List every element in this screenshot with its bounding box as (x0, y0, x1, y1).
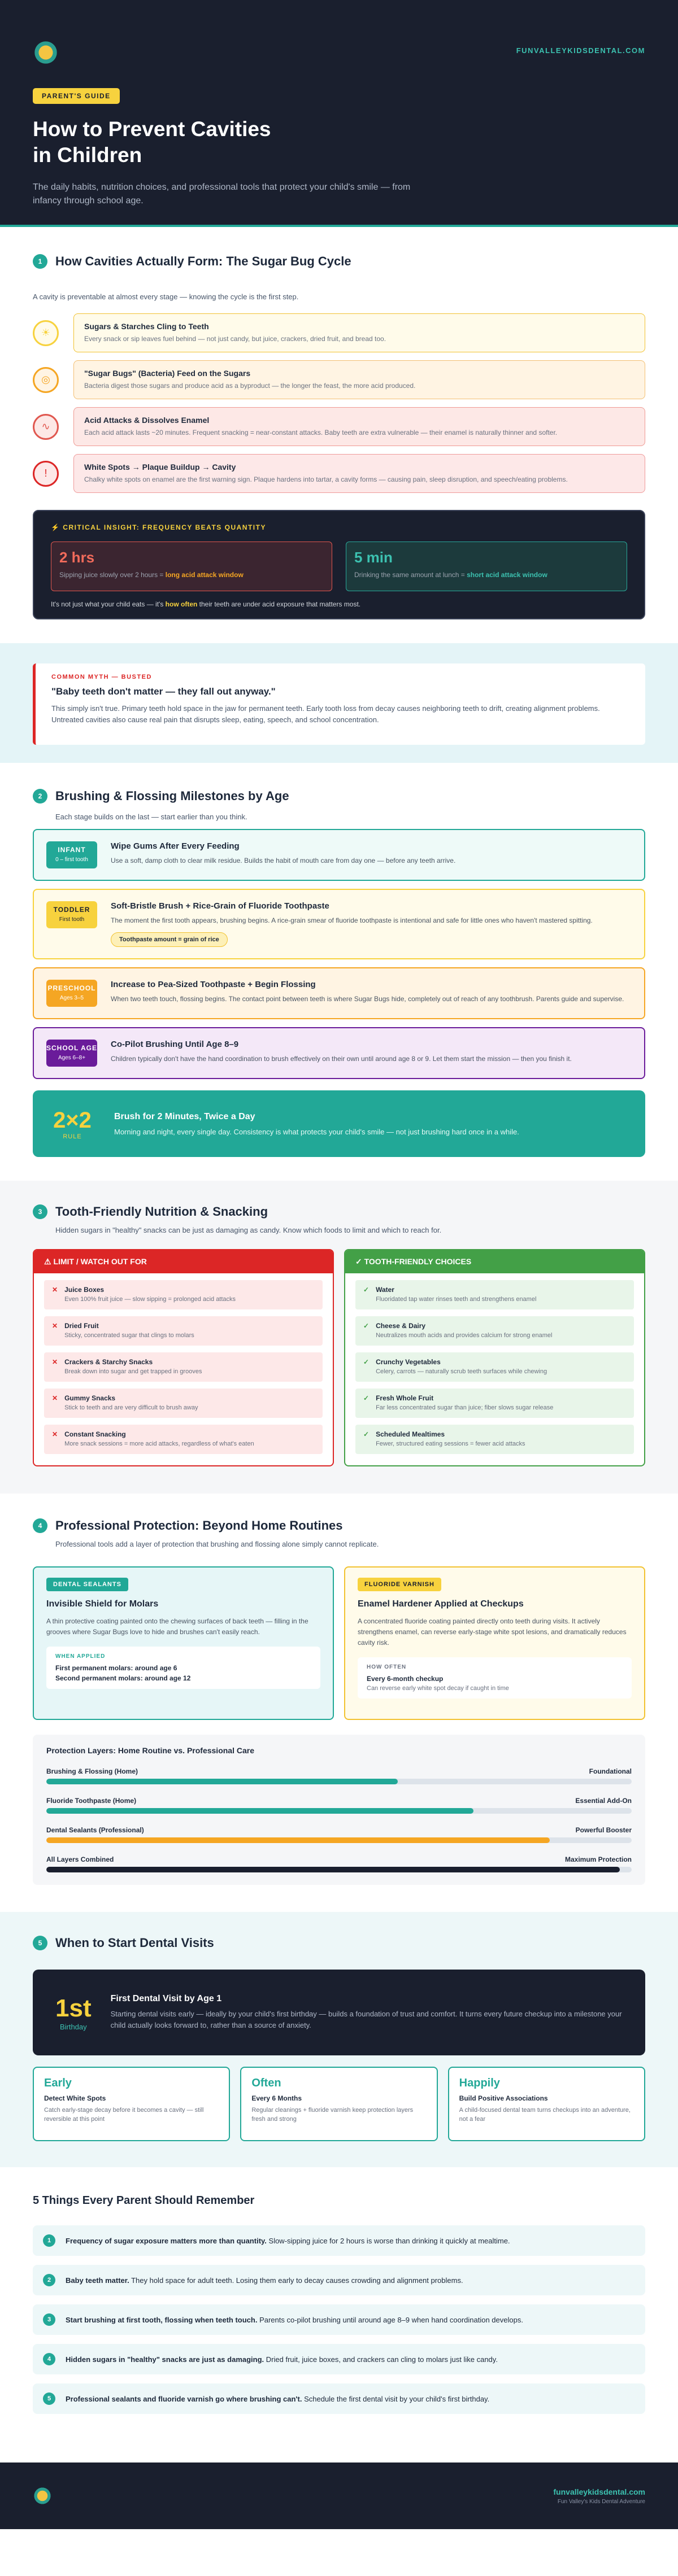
bar-fill (46, 1837, 550, 1843)
section-title: Professional Protection: Beyond Home Routines (55, 1518, 343, 1532)
step-title: "Sugar Bugs" (Bacteria) Feed on the Sugars (84, 369, 251, 378)
milestone-title: Co-Pilot Brushing Until Age 8–9 (111, 1040, 239, 1049)
footer-logo[interactable] (33, 2486, 52, 2505)
insight-label: ⚡ CRITICAL INSIGHT: FREQUENCY BEATS QUANTITY (51, 523, 266, 531)
myth-label: COMMON MYTH — BUSTED (51, 674, 152, 680)
step-icon: ! (33, 461, 59, 487)
section-lead: Each stage builds on the last — start earlier than you think. (55, 813, 247, 821)
step-icon: ∿ (33, 414, 59, 440)
age-badge: PRESCHOOL Ages 3–5 (46, 980, 97, 1007)
insight-fast-highlight: short acid attack window (467, 571, 547, 579)
rule-title: Brush for 2 Minutes, Twice a Day (114, 1111, 255, 1121)
friendly-heading: ✓ TOOTH-FRIENDLY CHOICES (345, 1250, 644, 1273)
section-title: When to Start Dental Visits (55, 1936, 214, 1950)
x-icon: ✕ (52, 1322, 58, 1330)
step-card (73, 313, 645, 352)
sealants-tag: DENTAL SEALANTS (46, 1578, 128, 1591)
section-number: 1 (33, 254, 47, 269)
section-cavity-cycle (0, 227, 678, 619)
step-icon: ☀ (33, 320, 59, 346)
milestone-text: Children typically don't have the hand coordination to brush effectively on their own until around age 8 or 9. Let them start the mission — then you finish it. (111, 1055, 572, 1063)
first-visit-title: First Dental Visit by Age 1 (110, 1994, 222, 2003)
x-icon: ✕ (52, 1358, 58, 1366)
milestone-text: When two teeth touch, flossing begins. The contact point between teeth is where Sugar Bugs hide, completely out of reach of any toothbrush. Parents guide and supervise. (111, 995, 624, 1003)
insight-slow (51, 542, 332, 591)
guide-badge: PARENT'S GUIDE (33, 88, 120, 104)
section-professional (0, 1494, 678, 1885)
milestone-card (33, 967, 645, 1019)
age-badge: SCHOOL AGE Ages 6–8+ (46, 1040, 97, 1067)
insight-fast-text: Drinking the same amount at lunch = (354, 571, 467, 579)
fluoride-title: Enamel Hardener Applied at Checkups (358, 1599, 524, 1609)
milestone-card (33, 829, 645, 881)
insight-slow-text: Sipping juice slowly over 2 hours = (59, 571, 166, 579)
insight-footnote: It's not just what your child eats — it's how often their teeth are under acid exposure that matters most. (51, 600, 361, 608)
section-number: 2 (33, 789, 47, 804)
friendly-item: ✓ Water Fluoridated tap water rinses teeth and strengthens enamel (355, 1280, 634, 1309)
insight-fast-value: 5 min (354, 549, 393, 566)
section-title: How Cavities Actually Form: The Sugar Bug Cycle (55, 254, 351, 268)
rule-text: Morning and night, every single day. Consistency is what protects your child's smile — not just brushing hard once in a while. (114, 1127, 519, 1136)
section-title: Tooth-Friendly Nutrition & Snacking (55, 1204, 268, 1219)
step-title: Acid Attacks & Dissolves Enamel (84, 416, 210, 425)
cycle-step (33, 407, 645, 446)
step-text: Each acid attack lasts ~20 minutes. Frequent snacking = near-constant attacks. Baby teeth are extra vulnerable — their enamel is naturally thinner and softer. (84, 429, 558, 436)
page-title: How to Prevent Cavities in Children (33, 117, 271, 167)
section-lead: Hidden sugars in "healthy" snacks can be just as damaging as candy. Know which foods to limit and which to reach for. (55, 1226, 442, 1234)
tip-item: 1 Frequency of sugar exposure matters more than quantity. Slow-sipping juice for 2 hours is worse than drinking it quickly at mealtime. (33, 2225, 645, 2256)
milestone-card (33, 1027, 645, 1079)
myth-section (0, 643, 678, 763)
bar-fill (46, 1867, 620, 1872)
section-number: 5 (33, 1936, 47, 1950)
section-nutrition (0, 1181, 678, 1494)
sealants-text: A thin protective coating painted onto the chewing surfaces of back teeth — filling in the grooves where Sugar Bugs love to hide and brushes can't easily reach. (46, 1617, 308, 1636)
limit-item: ✕ Dried Fruit Sticky, concentrated sugar that clings to molars (44, 1316, 323, 1346)
age-badge: INFANT 0 – first tooth (46, 841, 97, 868)
brushing-rule-banner (33, 1090, 645, 1157)
section-lead: Professional tools add a layer of protection that brushing and flossing alone simply cannot replicate. (55, 1540, 379, 1548)
myth-title: "Baby teeth don't matter — they fall out anyway." (51, 686, 276, 697)
first-visit-banner (33, 1970, 645, 2055)
myth-text: This simply isn't true. Primary teeth hold space in the jaw for permanent teeth. Early tooth loss from decay causes neighboring teeth to drift, creating alignment problems. Untreated cavities also cause real pain that disrupts sleep, eating, speech, and school concentration. (51, 704, 600, 724)
cycle-step (33, 360, 645, 399)
visit-card: Early Detect White Spots Catch early-stage decay before it becomes a cavity — still reversible at this point (33, 2067, 230, 2141)
step-title: Sugars & Starches Cling to Teeth (84, 322, 209, 331)
sealants-when: WHEN APPLIED First permanent molars: around age 6 Second permanent molars: around age 12 (46, 1647, 320, 1689)
footer-site-link[interactable]: funvalleykidsdental.com (553, 2487, 645, 2496)
bar-fill (46, 1808, 473, 1814)
check-icon: ✓ (363, 1394, 370, 1402)
page-subtitle: The daily habits, nutrition choices, and professional tools that protect your child's smile — from infancy through school age. (33, 182, 411, 206)
x-icon: ✕ (52, 1430, 58, 1438)
step-icon: ◎ (33, 367, 59, 393)
friendly-item: ✓ Scheduled Mealtimes Fewer, structured eating sessions = fewer acid attacks (355, 1425, 634, 1454)
section-title: Brushing & Flossing Milestones by Age (55, 789, 289, 803)
fluoride-text: A concentrated fluoride coating painted directly onto teeth during visits. It actively strengthens enamel, can reverse early-stage white spot lesions, and dramatically reduces cavity risk. (358, 1617, 627, 1647)
step-card (73, 360, 645, 399)
tip-item: 5 Professional sealants and fluoride varnish go where brushing can't. Schedule the first dental visit by your child's first birthday. (33, 2383, 645, 2414)
insight-panel (33, 510, 645, 619)
site-url[interactable]: FUNVALLEYKIDSDENTAL.COM (516, 46, 645, 55)
limit-item: ✕ Gummy Snacks Stick to teeth and are very difficult to brush away (44, 1389, 323, 1418)
toothpaste-chip: Toothpaste amount = grain of rice (111, 932, 228, 947)
visit-card: Often Every 6 Months Regular cleanings + fluoride varnish keep protection layers fresh and strong (240, 2067, 437, 2141)
check-icon: ✓ (363, 1286, 370, 1294)
fluoride-card (344, 1566, 645, 1720)
check-icon: ✓ (363, 1430, 370, 1438)
hero-header (0, 0, 678, 227)
protection-bar: All Layers Combined Maximum Protection (46, 1855, 632, 1872)
protection-bar: Fluoride Toothpaste (Home) Essential Add-On (46, 1797, 632, 1814)
rule-value: 2×2 (53, 1107, 92, 1133)
section-visits (0, 1912, 678, 2167)
section-number: 3 (33, 1204, 47, 1219)
friendly-item: ✓ Fresh Whole Fruit Far less concentrated sugar than juice; fiber slows sugar release (355, 1389, 634, 1418)
insight-slow-value: 2 hrs (59, 549, 95, 566)
logo[interactable] (33, 40, 59, 66)
friendly-list (344, 1249, 645, 1466)
protection-chart (33, 1735, 645, 1885)
section-tips (0, 2167, 678, 2414)
age-badge: TODDLER First tooth (46, 901, 97, 928)
tip-item: 2 Baby teeth matter. They hold space for adult teeth. Losing them early to decay causes crowding and alignment problems. (33, 2265, 645, 2295)
milestone-title: Soft-Bristle Brush + Rice-Grain of Fluoride Toothpaste (111, 901, 329, 911)
x-icon: ✕ (52, 1394, 58, 1402)
chart-title: Protection Layers: Home Routine vs. Professional Care (46, 1746, 254, 1755)
insight-slow-highlight: long acid attack window (165, 571, 244, 579)
milestone-title: Wipe Gums After Every Feeding (111, 841, 240, 851)
check-icon: ✓ (363, 1358, 370, 1366)
milestone-text: The moment the first tooth appears, brushing begins. A rice-grain smear of fluoride toothpaste is intentional and safe for little ones who haven't mastered spitting. (111, 916, 593, 924)
first-visit-label: Birthday (59, 2022, 87, 2031)
section-lead: A cavity is preventable at almost every stage — knowing the cycle is the first step. (33, 292, 299, 301)
step-text: Bacteria digest those sugars and produce acid as a byproduct — the longer the feast, the more acid produced. (84, 382, 416, 390)
limit-item: ✕ Juice Boxes Even 100% fruit juice — slow sipping = prolonged acid attacks (44, 1280, 323, 1309)
section-number: 4 (33, 1518, 47, 1533)
step-title: White Spots → Plaque Buildup → Cavity (84, 462, 236, 471)
limit-item: ✕ Constant Snacking More snack sessions = more acid attacks, regardless of what's eaten (44, 1425, 323, 1454)
footer (0, 2463, 678, 2529)
milestone-text: Use a soft, damp cloth to clear milk residue. Builds the habit of mouth care from day one — before any teeth arrive. (111, 857, 456, 865)
tips-title: 5 Things Every Parent Should Remember (33, 2194, 255, 2207)
step-text: Chalky white spots on enamel are the first warning sign. Plaque hardens into tartar, a cavity forms — causing pain, sleep disruption, and speech/eating problems. (84, 475, 568, 483)
milestone-card (33, 889, 645, 959)
check-icon: ✓ (363, 1322, 370, 1330)
friendly-item: ✓ Cheese & Dairy Neutralizes mouth acids and provides calcium for strong enamel (355, 1316, 634, 1346)
fluoride-how: HOW OFTEN Every 6-month checkup Can reverse early white spot decay if caught in time (358, 1657, 632, 1699)
step-text: Every snack or sip leaves fuel behind — not just candy, but juice, crackers, dried fruit, and bread too. (84, 335, 386, 343)
milestone-title: Increase to Pea-Sized Toothpaste + Begin Flossing (111, 980, 316, 989)
limit-list (33, 1249, 334, 1466)
fluoride-tag: FLUORIDE VARNISH (358, 1578, 441, 1591)
cycle-step (33, 313, 645, 352)
footer-tagline: Fun Valley's Kids Dental Adventure (557, 2498, 645, 2505)
section-brushing (0, 763, 678, 1157)
protection-bar: Brushing & Flossing (Home) Foundational (46, 1767, 632, 1784)
first-visit-text: Starting dental visits early — ideally by your child's first birthday — builds a foundation of trust and comfort. It turns every future checkup into a milestone your child actually looks forward to, rather than a source of anxiety. (110, 2010, 622, 2029)
tip-item: 4 Hidden sugars in "healthy" snacks are just as damaging. Dried fruit, juice boxes, and crackers can cling to molars just like candy. (33, 2344, 645, 2374)
bar-fill (46, 1779, 398, 1784)
x-icon: ✕ (52, 1286, 58, 1294)
insight-fast (346, 542, 627, 591)
sealants-card (33, 1566, 334, 1720)
tip-item: 3 Start brushing at first tooth, flossing when teeth touch. Parents co-pilot brushing until around age 8–9 when hand coordination develops. (33, 2304, 645, 2335)
cycle-step (33, 454, 645, 493)
myth-card (33, 663, 645, 745)
step-card (73, 407, 645, 446)
visit-card: Happily Build Positive Associations A child-focused dental team turns checkups into an adventure, not a fear (448, 2067, 645, 2141)
limit-heading: ⚠ LIMIT / WATCH OUT FOR (34, 1250, 333, 1273)
first-visit-value: 1st (55, 1994, 92, 2022)
friendly-item: ✓ Crunchy Vegetables Celery, carrots — naturally scrub teeth surfaces while chewing (355, 1352, 634, 1382)
protection-bar: Dental Sealants (Professional) Powerful Booster (46, 1826, 632, 1843)
limit-item: ✕ Crackers & Starchy Snacks Break down into sugar and get trapped in grooves (44, 1352, 323, 1382)
step-card (73, 454, 645, 493)
rule-label: RULE (63, 1133, 82, 1140)
sealants-title: Invisible Shield for Molars (46, 1599, 159, 1609)
